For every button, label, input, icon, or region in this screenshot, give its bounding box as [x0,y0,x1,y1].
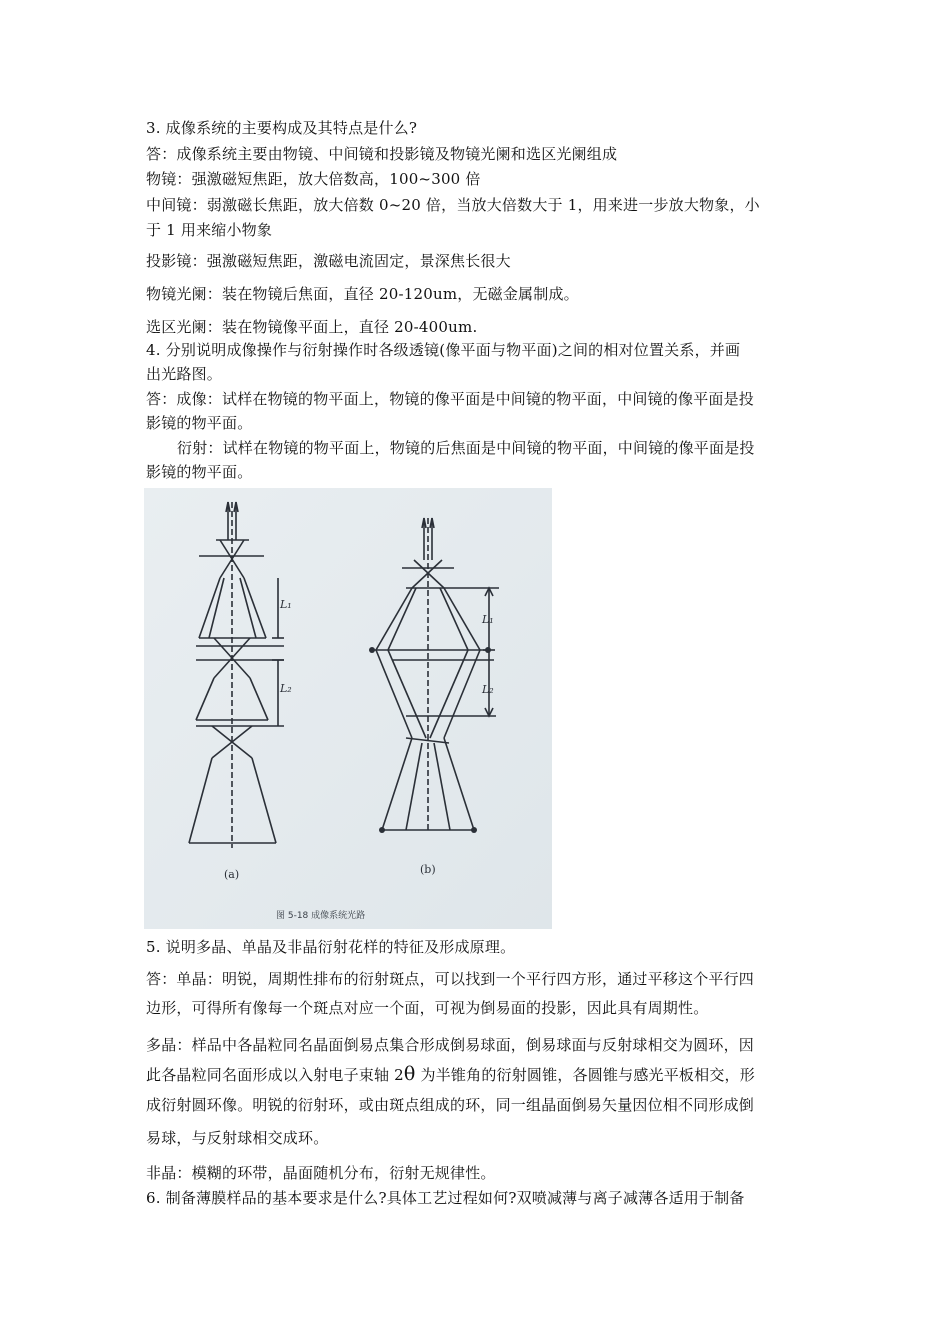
answer-3-intermediate-line1: 中间镜：弱激磁长焦距，放大倍数 0~20 倍，当放大倍数大于 1，用来进一步放大物象，小 [146,196,760,214]
question-3: 3. 成像系统的主要构成及其特点是什么? [146,119,418,137]
answer-5-poly-line4: 易球，与反射球相交成环。 [146,1129,329,1147]
answer-3-objective-aperture: 物镜光阑：装在物镜后焦面，直径 20-120um，无磁金属制成。 [146,285,579,303]
figure-caption: 图 5-18 成像系统光路 [276,911,366,921]
answer-4-imaging-line2: 影镜的物平面。 [146,414,253,432]
answer-3-selected-aperture: 选区光阑：装在物镜像平面上，直径 20-400um. [146,318,478,336]
answer-3-objective: 物镜：强激磁短焦距，放大倍数高，100~300 倍 [146,170,481,188]
label-b: (b) [420,863,436,876]
answer-5-single-line1: 答：单晶：明锐，周期性排布的衍射斑点，可以找到一个平行四方形，通过平移这个平行四 [146,970,755,988]
answer-5-poly-line1: 多晶：样品中各晶粒同名晶面倒易点集合形成倒易球面，倒易球面与反射球相交为圆环，因 [146,1036,755,1054]
question-4-line2: 出光路图。 [146,365,223,383]
question-4-line1: 4. 分别说明成像操作与衍射操作时各级透镜(像平面与物平面)之间的相对位置关系，并画 [146,341,741,359]
answer-4-imaging-line1: 答：成像：试样在物镜的物平面上，物镜的像平面是中间镜的物平面，中间镜的像平面是投 [146,390,755,408]
answer-3-intermediate-line2: 于 1 用来缩小物象 [146,221,273,239]
theta-symbol: θ [403,1063,416,1085]
label-a: (a) [224,868,240,881]
label-L1-b: L₁ [482,613,494,626]
label-L2-a: L₂ [280,682,292,695]
answer-5-poly-line2 [146,1063,755,1086]
poly-line2-end: 为半锥角的衍射圆锥，各圆锥与感光平板相交，形 [415,1066,755,1084]
label-L2-b: L₂ [482,683,494,696]
answer-5-amorphous: 非晶：模糊的环带，晶面随机分布，衍射无规律性。 [146,1164,496,1182]
answer-3-intro: 答：成像系统主要由物镜、中间镜和投影镜及物镜光阑和选区光阑组成 [146,145,618,163]
question-5: 5. 说明多晶、单晶及非晶衍射花样的特征及形成原理。 [146,938,516,956]
label-L1-a: L₁ [280,598,292,611]
answer-4-diffraction-line2: 影镜的物平面。 [146,463,253,481]
question-6: 6. 制备薄膜样品的基本要求是什么?具体工艺过程如何?双喷减薄与离子减薄各适用于制备 [146,1189,745,1207]
answer-5-poly-line3: 成衍射圆环像。明锐的衍射环，或由斑点组成的环，同一组晶面倒易矢量因位相不同形成倒 [146,1096,755,1114]
poly-line2-start: 此各晶粒同名面形成以入射电子束轴 2 [146,1066,404,1084]
answer-4-diffraction-line1: 衍射：试样在物镜的物平面上，物镜的后焦面是中间镜的物平面，中间镜的像平面是投 [177,439,755,457]
answer-3-projector: 投影镜：强激磁短焦距，激磁电流固定，景深焦长很大 [146,252,511,270]
answer-5-single-line2: 边形，可得所有像每一个斑点对应一个面，可视为倒易面的投影，因此具有周期性。 [146,999,709,1017]
ray-path-figure [144,488,552,929]
